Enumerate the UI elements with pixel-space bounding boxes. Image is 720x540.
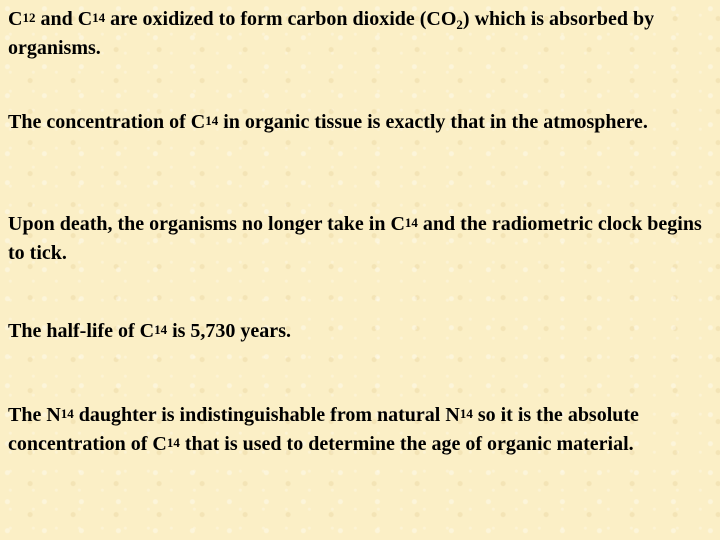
text-segment: and the radiometric clock begins to tick. <box>8 213 702 264</box>
text-segment: The N <box>8 404 61 426</box>
paragraph-half-life <box>8 317 714 346</box>
superscript: 14 <box>60 406 74 421</box>
text-segment: C <box>8 8 23 30</box>
paragraph-nitrogen-daughter <box>8 401 714 459</box>
subscript: 2 <box>456 17 463 32</box>
paragraph-radiometric-clock <box>8 210 714 268</box>
text-segment: The concentration of C <box>8 111 206 133</box>
text-segment: daughter is indistinguishable from natural N <box>73 404 460 426</box>
text-segment: The half-life of C <box>8 320 155 342</box>
text-segment: Upon death, the organisms no longer take in C <box>8 213 405 235</box>
text-segment: and C <box>35 8 93 30</box>
superscript: 14 <box>92 10 106 25</box>
text-segment: is 5,730 years. <box>167 320 291 342</box>
paragraph-carbon-oxidation <box>8 5 714 63</box>
text-segment: that is used to determine the age of organic material. <box>179 433 634 455</box>
superscript: 14 <box>205 113 219 128</box>
superscript: 12 <box>22 10 36 25</box>
paragraph-tissue-concentration <box>8 108 714 137</box>
text-segment: are oxidized to form carbon dioxide (CO <box>105 8 457 30</box>
superscript: 14 <box>166 435 180 450</box>
superscript: 14 <box>404 215 418 230</box>
text-segment: so it is the absolute concentration of C <box>8 404 639 455</box>
text-segment: ) which is absorbed by organisms. <box>8 8 655 59</box>
superscript: 14 <box>154 322 168 337</box>
text-segment: in organic tissue is exactly that in the atmosphere. <box>218 111 648 133</box>
superscript: 14 <box>459 406 473 421</box>
